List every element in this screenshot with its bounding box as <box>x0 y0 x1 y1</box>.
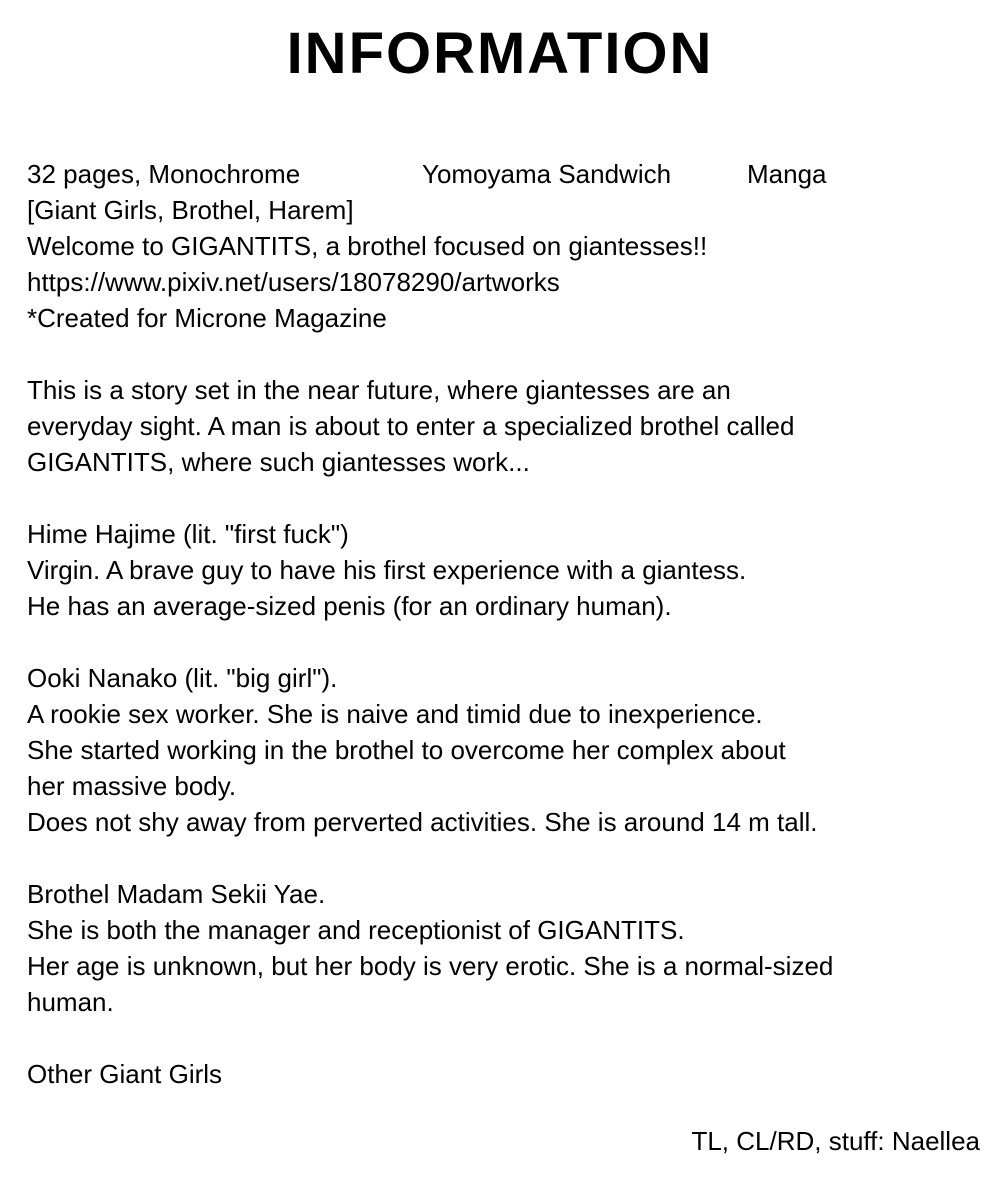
character-desc: human. <box>27 987 114 1017</box>
synopsis-line: This is a story set in the near future, where giantesses are an <box>27 375 731 405</box>
tagline: Welcome to GIGANTITS, a brothel focused on giantesses!! <box>27 231 708 261</box>
character-desc: Virgin. A brave guy to have his first experience with a giantess. <box>27 555 747 585</box>
character-name: Other Giant Girls <box>27 1059 223 1089</box>
tags: [Giant Girls, Brothel, Harem] <box>27 195 354 225</box>
page-count: 32 pages, Monochrome <box>27 159 301 189</box>
character-name: Ooki Nanako (lit. "big girl"). <box>27 663 338 693</box>
synopsis-line: everyday sight. A man is about to enter a specialized brothel called <box>27 411 795 441</box>
note: *Created for Microne Magazine <box>27 303 387 333</box>
translator-credit: TL, CL/RD, stuff: Naellea <box>691 1126 980 1156</box>
synopsis-line: GIGANTITS, where such giantesses work... <box>27 447 530 477</box>
work-type: Manga <box>747 159 827 189</box>
character-desc: her massive body. <box>27 771 237 801</box>
author-url: https://www.pixiv.net/users/18078290/artworks <box>27 267 560 297</box>
character-desc: A rookie sex worker. She is naive and timid due to inexperience. <box>27 699 763 729</box>
info-body <box>27 156 987 1092</box>
meta-row <box>27 156 987 192</box>
character-desc: He has an average-sized penis (for an ordinary human). <box>27 591 672 621</box>
page-title: INFORMATION <box>286 21 714 86</box>
character-desc: Does not shy away from perverted activities. She is around 14 m tall. <box>27 807 818 837</box>
character-name: Brothel Madam Sekii Yae. <box>27 879 326 909</box>
author: Yomoyama Sandwich <box>422 159 672 189</box>
character-desc: Her age is unknown, but her body is very erotic. She is a normal-sized <box>27 951 834 981</box>
character-desc: She started working in the brothel to overcome her complex about <box>27 735 786 765</box>
character-name: Hime Hajime (lit. "first fuck") <box>27 519 349 549</box>
character-desc: She is both the manager and receptionist of GIGANTITS. <box>27 915 685 945</box>
